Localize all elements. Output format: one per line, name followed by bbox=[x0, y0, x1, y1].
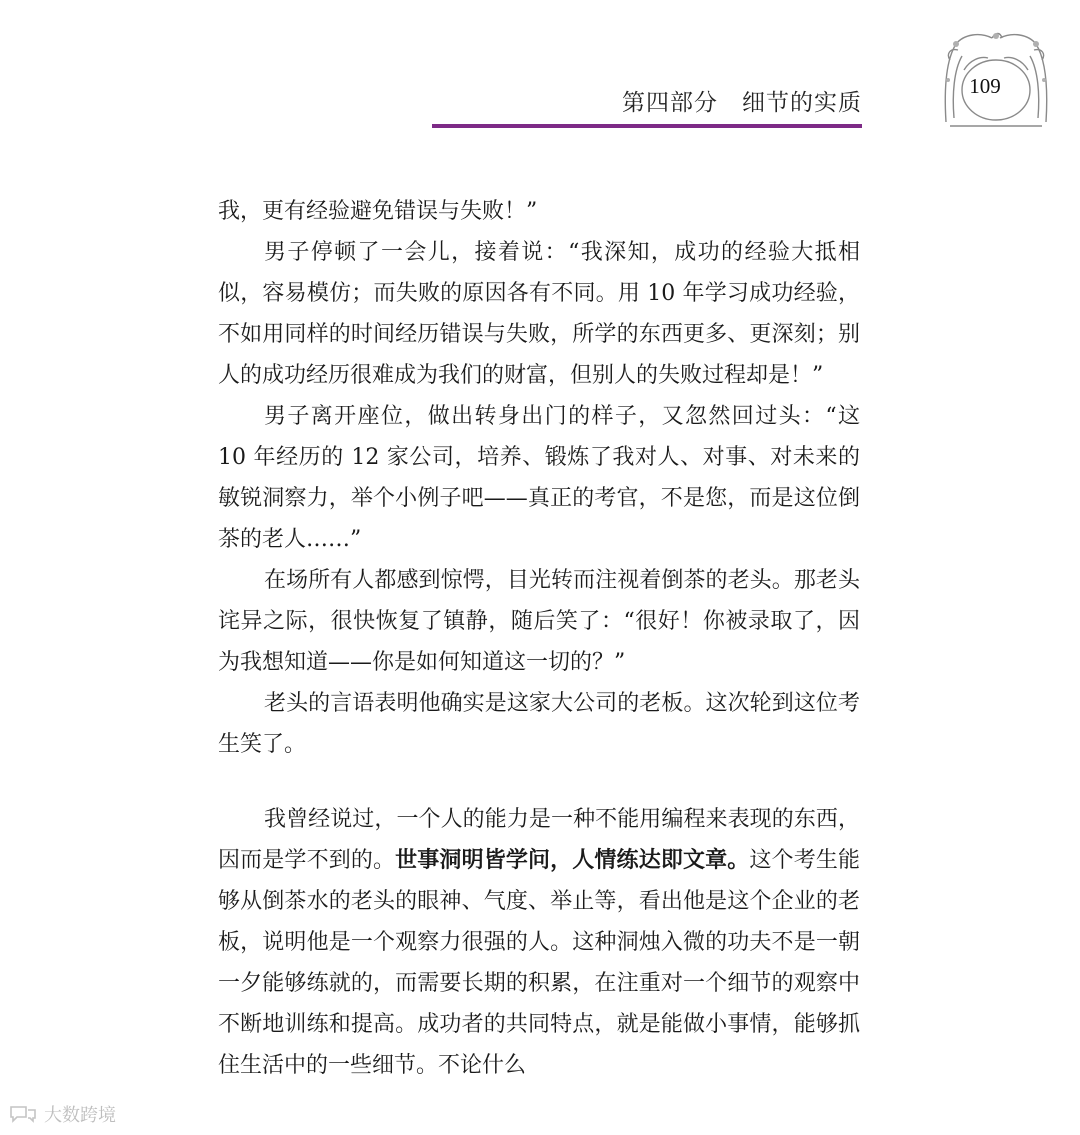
story-paragraph-3: 男子离开座位，做出转身出门的样子，又忽然回过头：“这 10 年经历的 12 家公司，培养、锻炼了我对人、对事、对未来的敏锐洞察力，举个小例子吧——真正的考官，不是您，而是这位倒茶的老人……” bbox=[218, 404, 860, 552]
story-paragraph-1: 我，更有经验避免错误与失败！” bbox=[218, 199, 538, 224]
commentary-text-1: 我曾经说过，一个人的能力是一种不能用编程来表现的东西，因而是学不到的。 bbox=[218, 807, 860, 873]
watermark-text: 大数跨境 bbox=[44, 1105, 116, 1126]
running-header bbox=[432, 84, 862, 130]
chat-bubble-icon bbox=[8, 1103, 38, 1125]
story-paragraph-5: 老头的言语表明他确实是这家大公司的老板。这次轮到这位考生笑了。 bbox=[218, 691, 860, 757]
page-number: 109 bbox=[969, 74, 1001, 98]
commentary-paragraph bbox=[218, 799, 860, 1086]
story-paragraph-4: 在场所有人都感到惊愕，目光转而注视着倒茶的老头。那老头诧异之际，很快恢复了镇静，随后笑了：“很好！你被录取了，因为我想知道——你是如何知道这一切的？” bbox=[218, 568, 860, 675]
commentary-bold-quote: 世事洞明皆学问，人情练达即文章。 bbox=[395, 848, 750, 873]
watermark bbox=[8, 1100, 116, 1128]
page-number-ornament bbox=[940, 30, 1052, 130]
story-paragraph-2: 男子停顿了一会儿，接着说：“我深知，成功的经验大抵相似，容易模仿；而失败的原因各有不同。用 10 年学习成功经验，不如用同样的时间经历错误与失败，所学的东西更多、更深刻；别人的成功经历很难成为我们的财富，但别人的失败过程却是！” bbox=[218, 240, 860, 388]
section-title: 第四部分 细节的实质 bbox=[622, 90, 862, 116]
header-rule bbox=[432, 124, 862, 128]
commentary-text-2: 这个考生能够从倒茶水的老头的眼神、气度、举止等，看出他是这个企业的老板，说明他是一个观察力很强的人。这种洞烛入微的功夫不是一朝一夕能够练就的，而需要长期的积累，在注重对一个细节的观察中不断地训练和提高。成功者的共同特点，就是能做小事情，能够抓住生活中的一些细节。不论什么 bbox=[218, 848, 860, 1078]
body-text bbox=[218, 191, 860, 1086]
